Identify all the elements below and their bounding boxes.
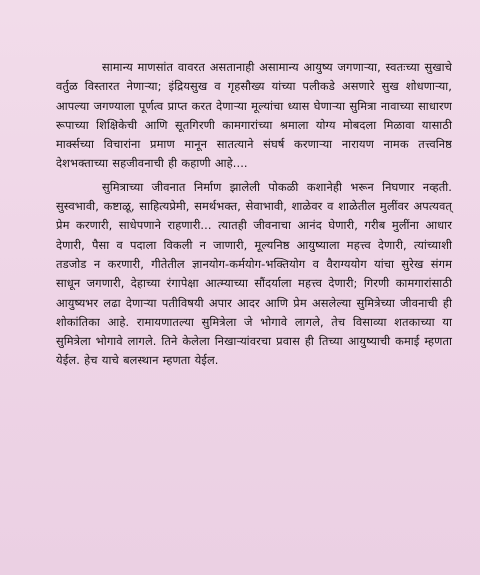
blurb-paragraph-2: सुमित्राच्या जीवनात निर्माण झालेली पोकळी कशानेही भरून निघणार नव्हती. सुस्वभावी, कष्टाळू, साहित्यप्रेमी, समर्थभक्त, सेवाभावी, शाळेवर व शाळेतील मुलींवर अपत्यवत् प्रेम करणारी, साधेपणाने राहणारी... त्यातही जीवनाचा आनंद घेणारी, गरीब मुलींना आधार देणारी, पैसा व पदाला विकली न जाणारी, मूल्यनिष्ठ आयुष्याला महत्त्व देणारी, त्यांच्याशी तडजोड न करणारी, गीतेतील ज्ञानयोग-कर्मयोग-भक्तियोग व वैराग्ययोग यांचा सुरेख संगम साधून जगणारी, देहाच्या रंगापेक्षा आत्म्याच्या सौंदर्याला महत्त्व देणारी; गिरणी कामगारांसाठी आयुष्यभर लढा देणाऱ्या पतीविषयी अपार आदर आणि प्रेम असलेल्या सुमित्रेच्या जीवनाची ही शोकांतिका आहे. रामायणातल्या सुमित्रेला जे भोगावे लागले, तेच विसाव्या शतकाच्या या सुमित्रेला भोगावे लागले. तिने केलेला निखाऱ्यांवरचा प्रवास ही तिच्या आयुष्याची कमाई म्हणता येईल. हेच याचे बलस्थान म्हणता येईल.	[56, 179, 452, 368]
blurb-paragraph-1: सामान्य माणसांत वावरत असतानाही असामान्य आयुष्य जगणाऱ्या, स्वतःच्या सुखाचे वर्तुळ विस्तारत नेणाऱ्या; इंद्रियसुख व गृहसौख्य यांच्या पलीकडे असणारे सुख शोधणाऱ्या, आपल्या जगण्याला पूर्णत्व प्राप्त करत देणाऱ्या मूल्यांचा ध्यास घेणाऱ्या सुमित्रा नावाच्या साधारण रूपाच्या शिक्षिकेची आणि सूतगिरणी कामगारांच्या श्रमाला योग्य मोबदला मिळावा यासाठी मार्क्सच्या विचारांना प्रमाण मानून सातत्याने संघर्ष करणाऱ्या नारायण नामक तत्त्वनिष्ठ देशभक्ताच्या सहजीवनाची ही कहाणी आहे....	[56, 60, 452, 171]
blurb-text	[56, 58, 452, 371]
